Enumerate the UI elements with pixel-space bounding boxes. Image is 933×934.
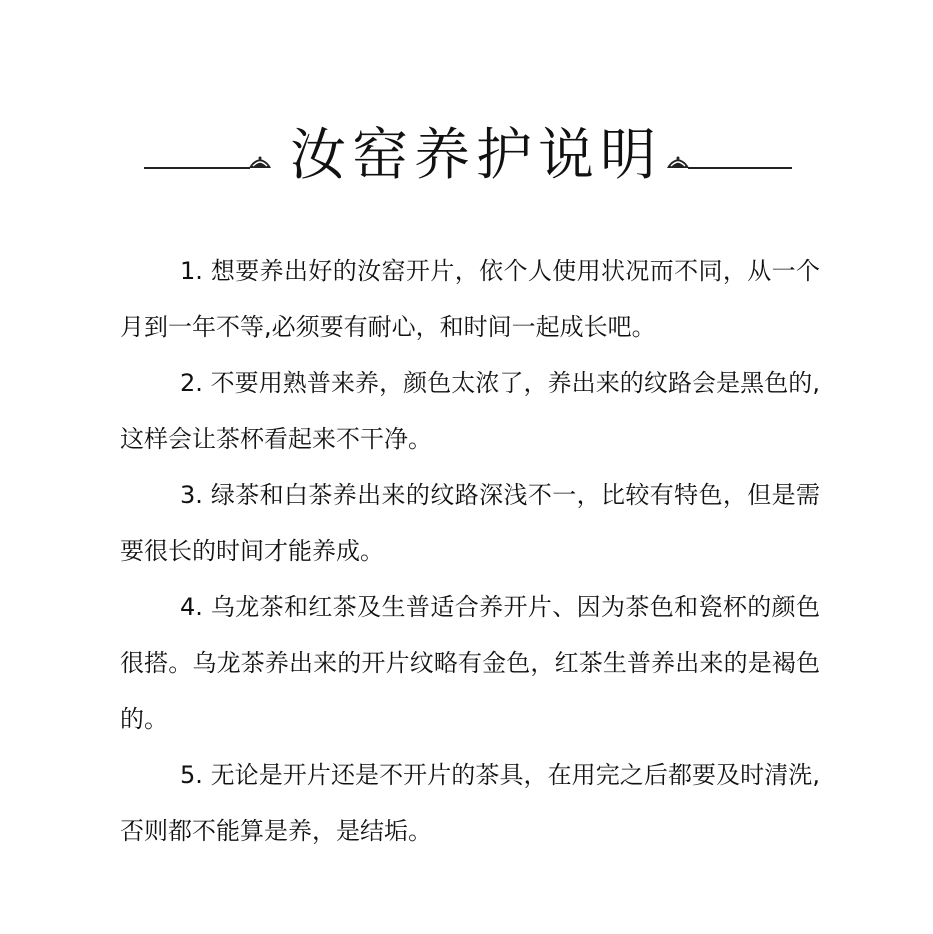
instruction-paragraph-2: 2. 不要用熟普来养，颜色太浓了，养出来的纹路会是黑色的,这样会让茶杯看起来不干净。 — [120, 369, 820, 453]
cloud-ornament-icon — [246, 152, 274, 172]
left-title-rule — [144, 167, 250, 169]
instruction-paragraph-4: 4. 乌龙茶和红茶及生普适合养开片、因为茶色和瓷杯的颜色很搭。乌龙茶养出来的开片纹略有金色，红茶生普养出来的是褐色的。 — [120, 593, 820, 733]
cloud-ornament-icon — [664, 152, 692, 172]
right-title-rule — [688, 167, 792, 169]
instruction-paragraph-1: 1. 想要养出好的汝窑开片，依个人使用状况而不同，从一个月到一年不等,必须要有耐心，和时间一起成长吧。 — [120, 257, 820, 341]
instruction-list — [120, 243, 820, 859]
title-row — [0, 120, 933, 200]
page-title: 汝窑养护说明 — [290, 123, 662, 188]
instruction-paragraph-3: 3. 绿茶和白茶养出来的纹路深浅不一，比较有特色，但是需要很长的时间才能养成。 — [120, 481, 820, 565]
instruction-paragraph-5: 5. 无论是开片还是不开片的茶具，在用完之后都要及时清洗,否则都不能算是养，是结垢。 — [120, 761, 820, 845]
